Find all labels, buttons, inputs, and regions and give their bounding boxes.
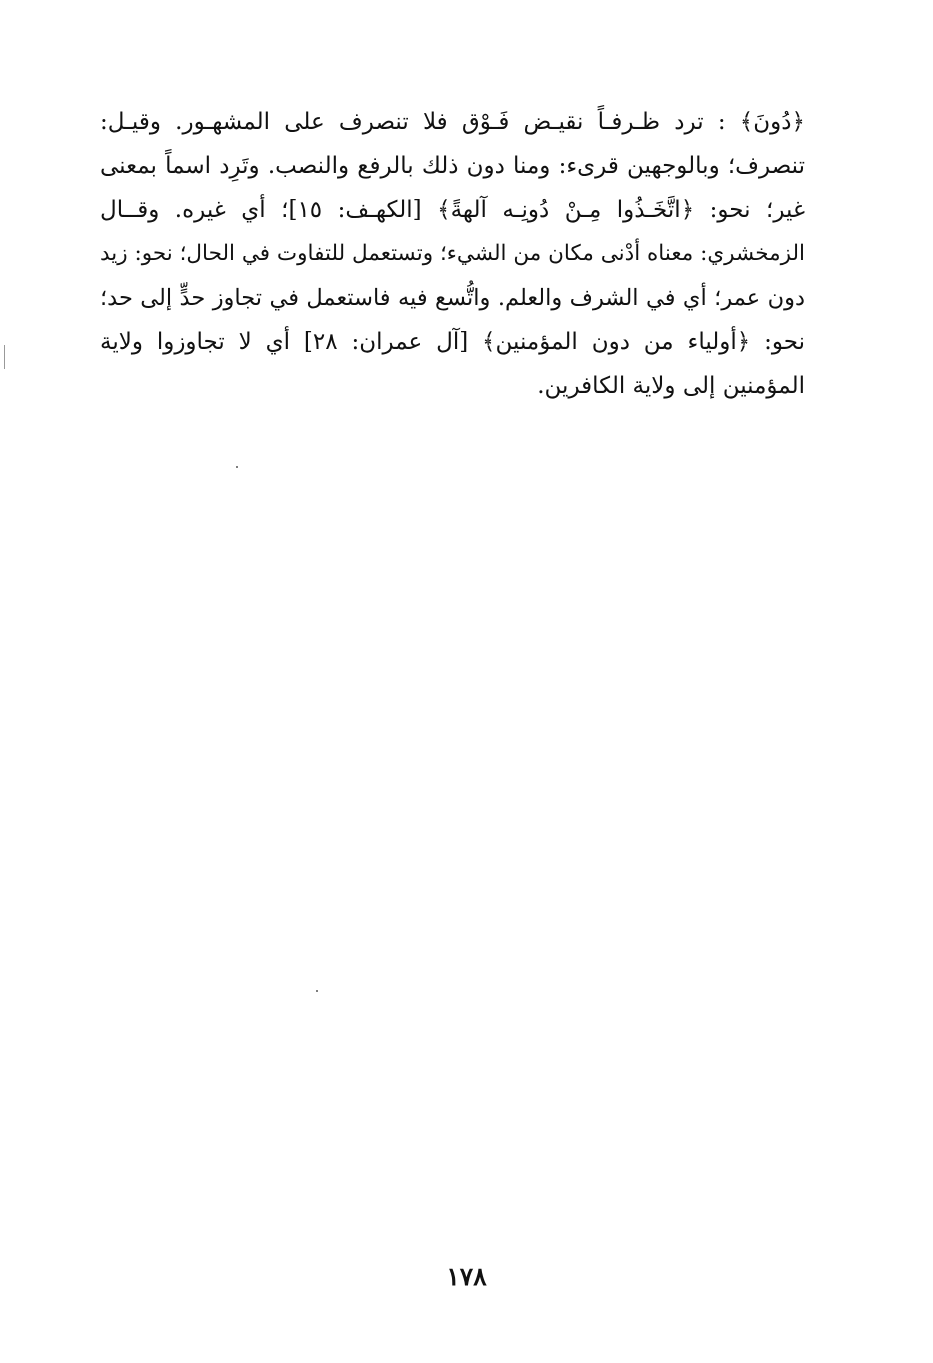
text-line-2: تنصرف؛ وبالوجهين قرىء: ومنا دون ذلك بالرفع والنصب. وتَرِد اسماً بمعنى	[100, 153, 805, 179]
text-line-6: نحو: ﴿أولياء من دون المؤمنين﴾ [آل عمران: ٢٨] أي لا تجاوزوا ولاية	[100, 329, 805, 355]
text-line-4: الزمخشري: معناه أدْنى مكان من الشيء؛ وتستعمل للتفاوت في الحال؛ نحو: زيد	[100, 241, 805, 266]
scan-speck	[316, 990, 318, 992]
page-number: ١٧٨	[446, 1262, 487, 1291]
scan-edge-mark	[4, 345, 5, 369]
text-line-5: دون عمر؛ أي في الشرف والعلم. واتُّسع فيه فاستعمل في تجاوز حدٍّ إلى حد؛	[100, 285, 805, 311]
text-line-3: غير؛ نحو: ﴿اتَّخَـذُوا مِـنْ دُونِـه آلهةً﴾ [الكهـف: ١٥]؛ أي غيره. وقــال	[100, 197, 805, 223]
text-line-1: ﴿دُونَ﴾ : ترد ظـرفـاً نقيـض فَـوْق فلا تنصرف على المشهـور. وقيـل:	[100, 109, 805, 135]
scan-speck	[236, 466, 238, 468]
body-paragraph	[100, 100, 805, 408]
text-line-7: المؤمنين إلى ولاية الكافرين.	[537, 373, 805, 399]
